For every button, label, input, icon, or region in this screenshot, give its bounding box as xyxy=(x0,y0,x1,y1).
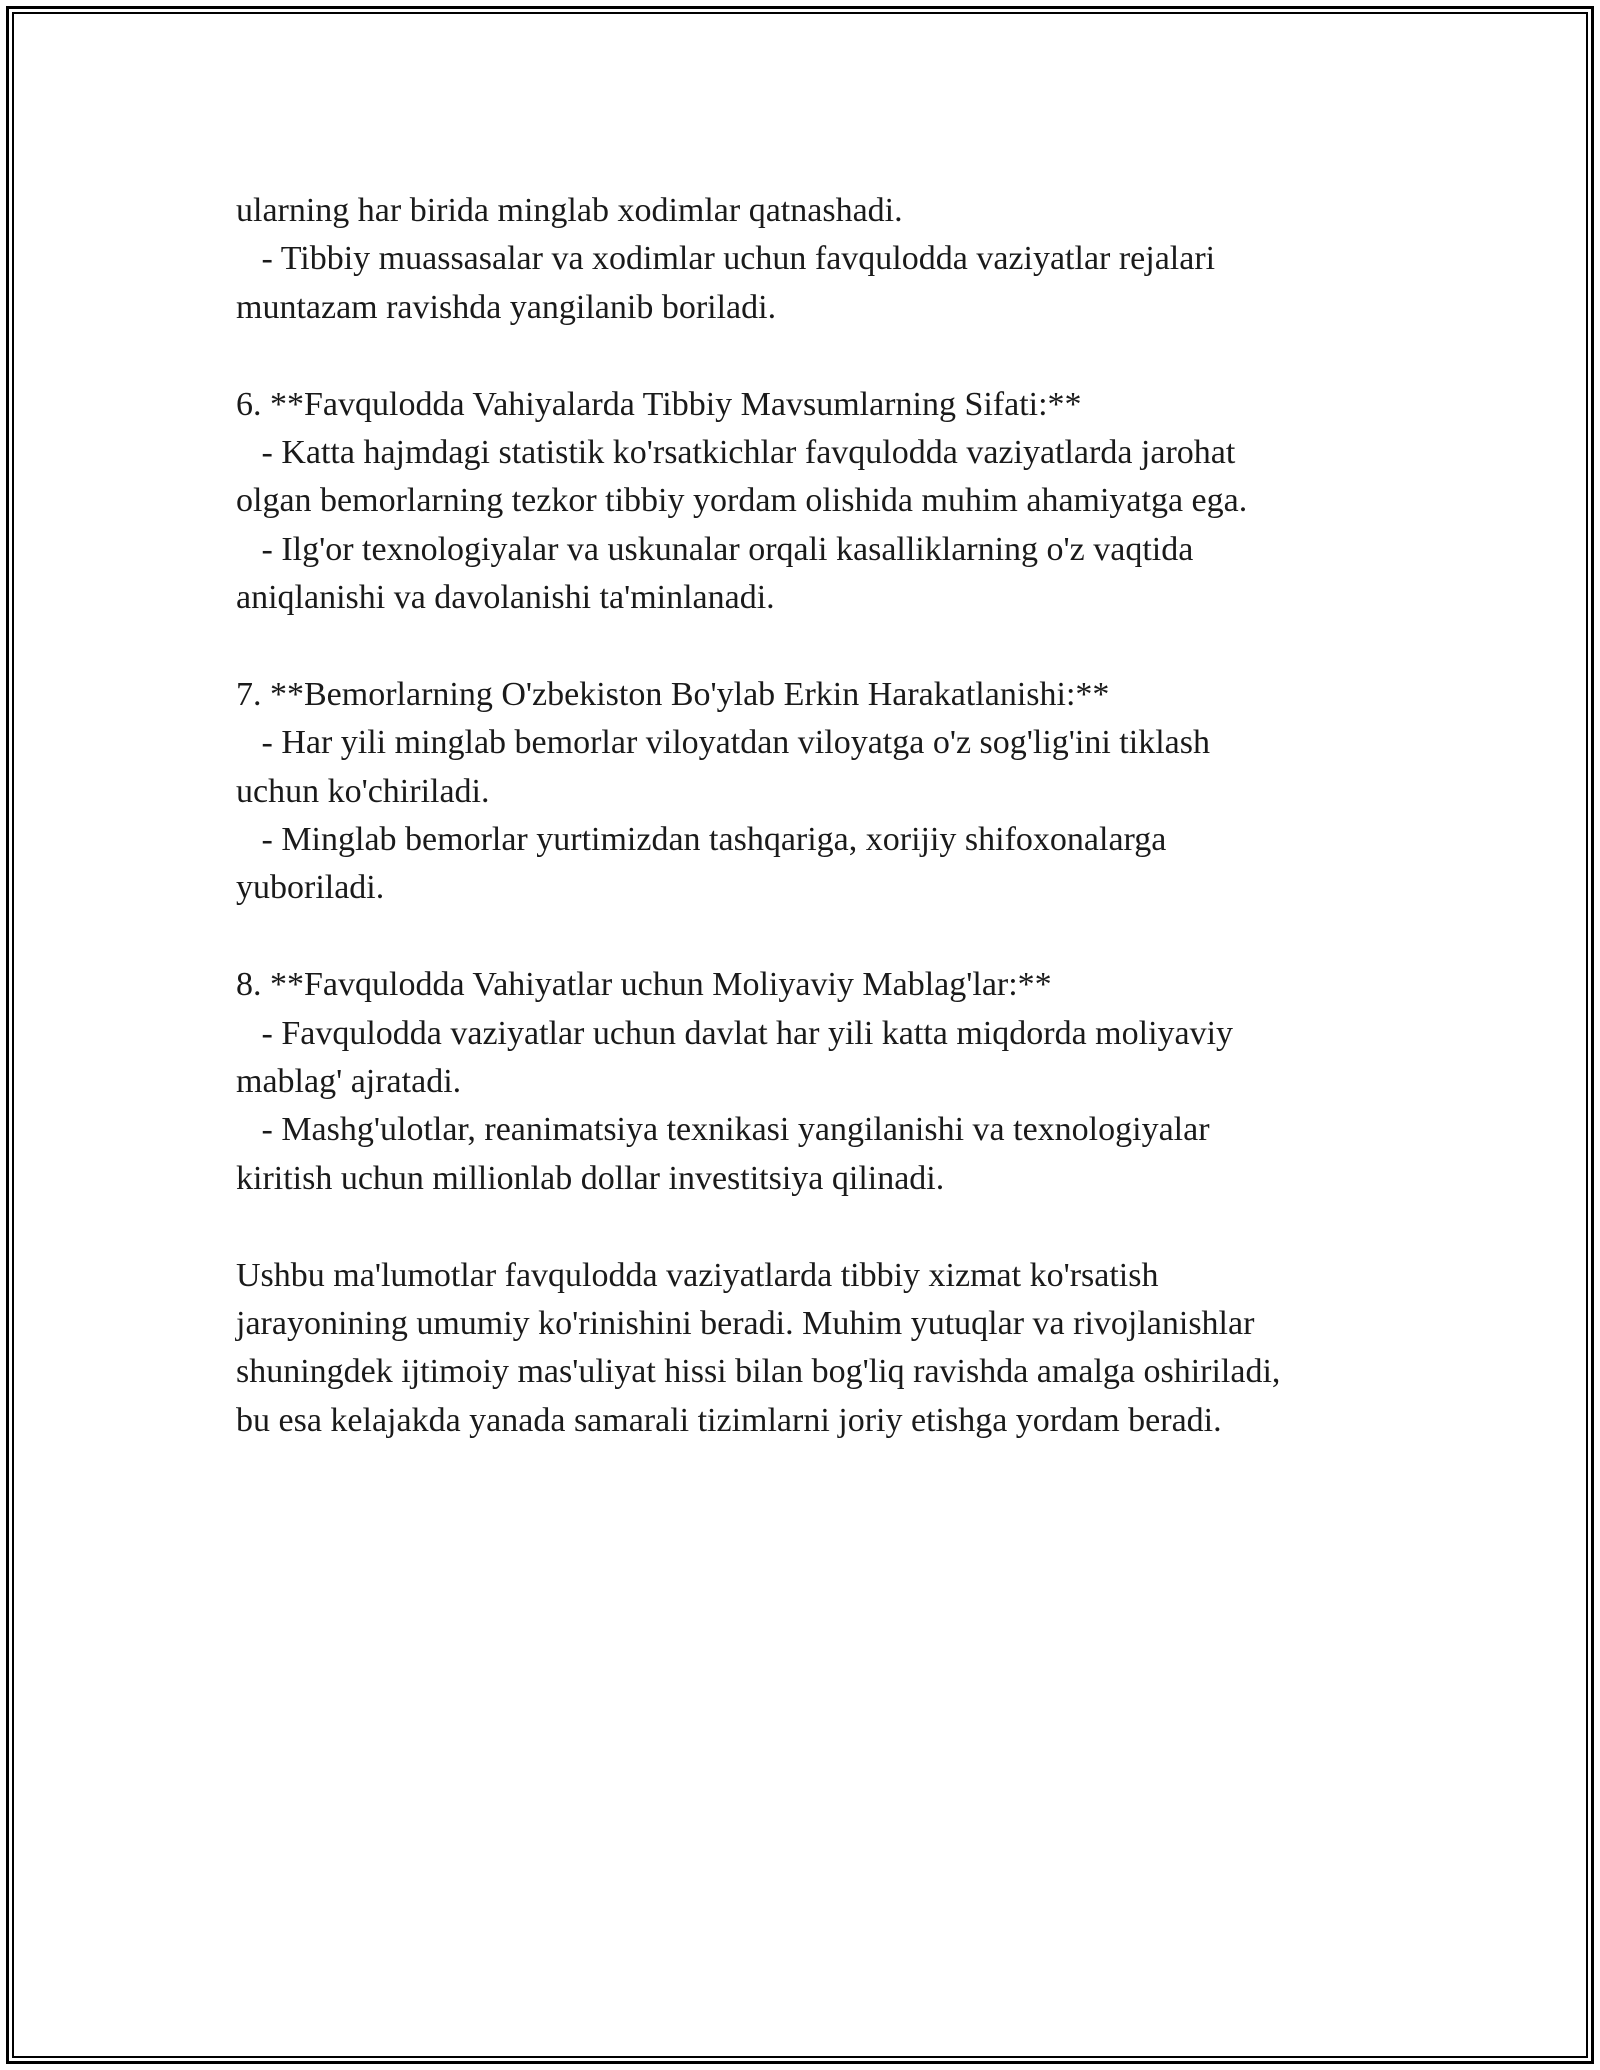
conclusion-line: Ushbu ma'lumotlar favqulodda vaziyatlarda tibbiy xizmat ko'rsatish xyxy=(236,1256,1159,1294)
text-line: - Mashg'ulotlar, reanimatsiya texnikasi yangilanishi va texnologiyalar xyxy=(236,1111,1210,1149)
text-line: - Ilg'or texnologiyalar va uskunalar orqali kasalliklarning o'z vaqtida xyxy=(236,530,1194,568)
text-line: - Tibbiy muassasalar va xodimlar uchun favqulodda vaziyatlar rejalari xyxy=(236,240,1216,278)
text-line: - Katta hajmdagi statistik ko'rsatkichlar favqulodda vaziyatlarda jarohat xyxy=(236,433,1236,471)
text-line: - Favqulodda vaziyatlar uchun davlat har yili katta miqdorda moliyaviy xyxy=(236,1014,1234,1052)
section-heading-6: 6. **Favqulodda Vahiyalarda Tibbiy Mavsumlarning Sifati:** xyxy=(236,385,1082,423)
conclusion-line: jarayonining umumiy ko'rinishini beradi. Muhim yutuqlar va rivojlanishlar xyxy=(236,1304,1255,1342)
text-line: olgan bemorlarning tezkor tibbiy yordam olishida muhim ahamiyatga ega. xyxy=(236,482,1248,520)
blank-line xyxy=(236,332,1436,380)
text-line: ularning har birida minglab xodimlar qatnashadi. xyxy=(236,192,903,229)
conclusion-line: bu esa kelajakda yanada samarali tizimlarni joriy etishga yordam beradi. xyxy=(236,1401,1222,1439)
document-body xyxy=(236,187,1436,1445)
text-line: kiritish uchun millionlab dollar investitsiya qilinadi. xyxy=(236,1159,945,1197)
text-line: - Har yili minglab bemorlar viloyatdan viloyatga o'z sog'lig'ini tiklash xyxy=(236,724,1210,762)
text-line: muntazam ravishda yangilanib boriladi. xyxy=(236,288,777,326)
text-line: yuboriladi. xyxy=(236,869,385,907)
text-line: mablag' ajratadi. xyxy=(236,1063,462,1101)
text-line: - Minglab bemorlar yurtimizdan tashqariga, xorijiy shifoxonalarga xyxy=(236,821,1167,859)
blank-line xyxy=(236,1203,1436,1251)
text-line: uchun ko'chiriladi. xyxy=(236,772,490,810)
section-heading-8: 8. **Favqulodda Vahiyatlar uchun Moliyaviy Mablag'lar:** xyxy=(236,966,1052,1004)
section-heading-7: 7. **Bemorlarning O'zbekiston Bo'ylab Erkin Harakatlanishi:** xyxy=(236,675,1110,713)
blank-line xyxy=(236,913,1436,961)
text-line: aniqlanishi va davolanishi ta'minlanadi. xyxy=(236,579,775,617)
conclusion-line: shuningdek ijtimoiy mas'uliyat hissi bilan bog'liq ravishda amalga oshiriladi, xyxy=(236,1353,1281,1391)
blank-line xyxy=(236,623,1436,671)
